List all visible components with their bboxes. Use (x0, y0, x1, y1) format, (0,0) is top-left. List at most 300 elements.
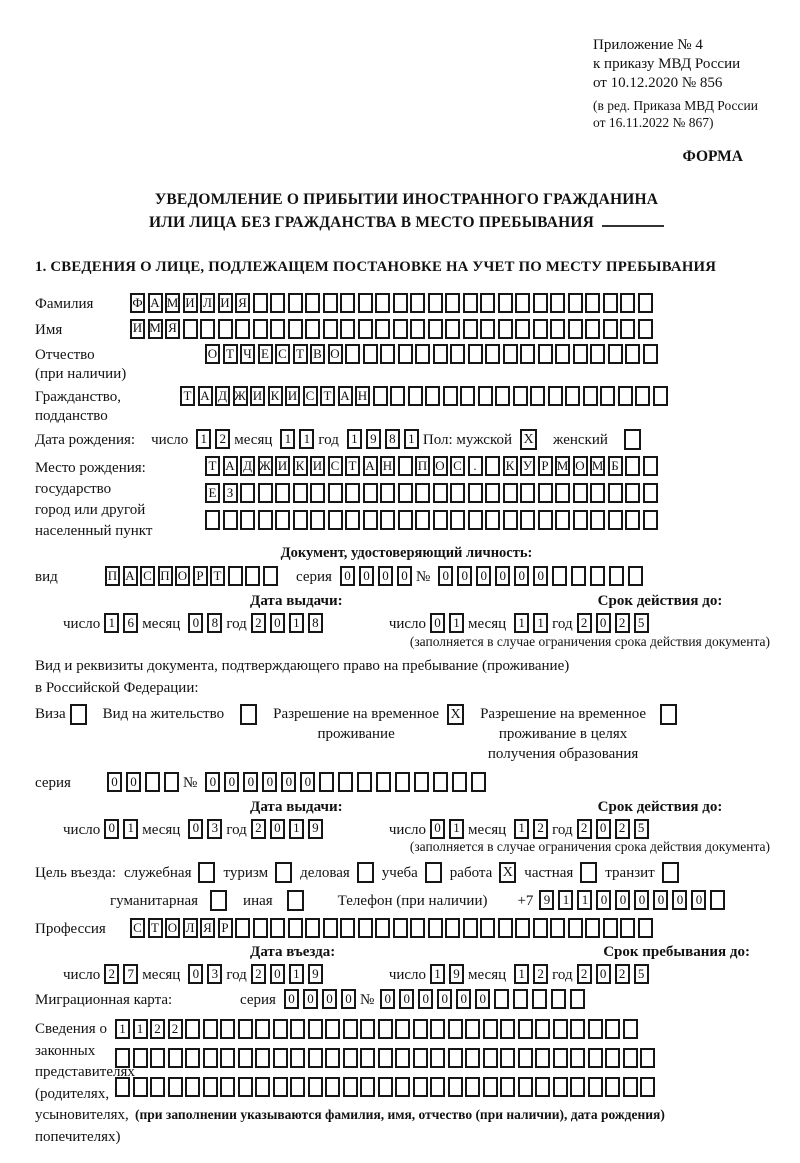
char-cell[interactable]: Т (320, 386, 335, 406)
char-cell[interactable]: 0 (653, 890, 668, 910)
char-cell[interactable]: 1 (299, 429, 314, 449)
char-cell[interactable] (485, 483, 500, 503)
char-cell[interactable]: 1 (104, 613, 119, 633)
char-cell[interactable] (358, 293, 373, 313)
char-cell[interactable]: 0 (107, 772, 122, 792)
char-cell[interactable]: Н (355, 386, 370, 406)
char-cell[interactable]: 0 (615, 890, 630, 910)
char-cell[interactable] (443, 386, 458, 406)
char-cell[interactable] (483, 1048, 498, 1068)
char-cell[interactable] (218, 319, 233, 339)
char-cell[interactable] (343, 1048, 358, 1068)
birthplace-input-row3[interactable] (205, 510, 660, 530)
char-cell[interactable] (378, 1019, 393, 1039)
char-cell[interactable] (553, 1048, 568, 1068)
char-cell[interactable]: 2 (168, 1019, 183, 1039)
char-cell[interactable]: 0 (188, 819, 203, 839)
char-cell[interactable] (643, 483, 658, 503)
temp-permit-edu-checkbox[interactable] (660, 704, 677, 725)
char-cell[interactable]: Ф (130, 293, 145, 313)
char-cell[interactable]: И (218, 293, 233, 313)
char-cell[interactable] (445, 293, 460, 313)
char-cell[interactable] (360, 1048, 375, 1068)
char-cell[interactable] (643, 344, 658, 364)
char-cell[interactable] (605, 1048, 620, 1068)
char-cell[interactable] (305, 319, 320, 339)
char-cell[interactable] (513, 386, 528, 406)
char-cell[interactable] (240, 483, 255, 503)
char-cell[interactable]: 0 (341, 989, 356, 1009)
migcard-number-input[interactable] (380, 989, 589, 1009)
char-cell[interactable] (308, 1019, 323, 1039)
char-cell[interactable] (273, 1019, 288, 1039)
char-cell[interactable]: 0 (303, 989, 318, 1009)
char-cell[interactable] (358, 918, 373, 938)
char-cell[interactable] (710, 890, 725, 910)
char-cell[interactable] (238, 1048, 253, 1068)
char-cell[interactable]: Д (240, 456, 255, 476)
char-cell[interactable]: 2 (533, 964, 548, 984)
char-cell[interactable]: 9 (366, 429, 381, 449)
char-cell[interactable]: 9 (308, 819, 323, 839)
char-cell[interactable] (360, 1019, 375, 1039)
char-cell[interactable] (638, 918, 653, 938)
char-cell[interactable] (310, 510, 325, 530)
char-cell[interactable]: Д (215, 386, 230, 406)
char-cell[interactable]: К (293, 456, 308, 476)
char-cell[interactable] (608, 510, 623, 530)
char-cell[interactable] (338, 772, 353, 792)
char-cell[interactable] (625, 456, 640, 476)
purpose-other-checkbox[interactable] (287, 890, 304, 911)
char-cell[interactable] (515, 918, 530, 938)
char-cell[interactable]: 1 (289, 964, 304, 984)
char-cell[interactable] (538, 344, 553, 364)
char-cell[interactable]: Р (538, 456, 553, 476)
char-cell[interactable]: 1 (289, 819, 304, 839)
char-cell[interactable] (638, 293, 653, 313)
char-cell[interactable] (620, 319, 635, 339)
char-cell[interactable] (623, 1019, 638, 1039)
char-cell[interactable] (518, 1019, 533, 1039)
char-cell[interactable] (448, 1077, 463, 1097)
char-cell[interactable] (638, 319, 653, 339)
char-cell[interactable] (323, 319, 338, 339)
char-cell[interactable] (445, 918, 460, 938)
char-cell[interactable] (515, 293, 530, 313)
char-cell[interactable] (500, 1048, 515, 1068)
char-cell[interactable]: М (148, 319, 163, 339)
char-cell[interactable] (465, 1048, 480, 1068)
char-cell[interactable]: Т (180, 386, 195, 406)
char-cell[interactable] (290, 1077, 305, 1097)
char-cell[interactable] (430, 1019, 445, 1039)
char-cell[interactable] (238, 1077, 253, 1097)
char-cell[interactable] (498, 293, 513, 313)
char-cell[interactable]: И (250, 386, 265, 406)
char-cell[interactable]: 0 (476, 566, 491, 586)
char-cell[interactable] (255, 1019, 270, 1039)
doc-valid-year[interactable] (577, 613, 653, 633)
char-cell[interactable] (450, 344, 465, 364)
char-cell[interactable] (583, 386, 598, 406)
char-cell[interactable]: П (105, 566, 120, 586)
char-cell[interactable] (480, 293, 495, 313)
doc-issue-month[interactable] (188, 613, 226, 633)
char-cell[interactable] (535, 1048, 550, 1068)
char-cell[interactable] (570, 1077, 585, 1097)
char-cell[interactable] (258, 510, 273, 530)
char-cell[interactable] (308, 1077, 323, 1097)
char-cell[interactable]: А (338, 386, 353, 406)
char-cell[interactable] (358, 319, 373, 339)
char-cell[interactable]: Я (200, 918, 215, 938)
char-cell[interactable]: Т (205, 456, 220, 476)
char-cell[interactable] (288, 319, 303, 339)
char-cell[interactable] (290, 1019, 305, 1039)
char-cell[interactable]: 0 (418, 989, 433, 1009)
char-cell[interactable] (603, 319, 618, 339)
char-cell[interactable] (483, 1019, 498, 1039)
char-cell[interactable] (340, 293, 355, 313)
char-cell[interactable]: Р (193, 566, 208, 586)
char-cell[interactable]: 0 (284, 989, 299, 1009)
char-cell[interactable] (328, 483, 343, 503)
char-cell[interactable]: 0 (104, 819, 119, 839)
char-cell[interactable] (471, 772, 486, 792)
char-cell[interactable] (485, 510, 500, 530)
char-cell[interactable] (538, 510, 553, 530)
char-cell[interactable] (345, 510, 360, 530)
char-cell[interactable] (133, 1048, 148, 1068)
char-cell[interactable] (430, 1077, 445, 1097)
char-cell[interactable] (568, 293, 583, 313)
char-cell[interactable] (513, 989, 528, 1009)
char-cell[interactable]: 0 (495, 566, 510, 586)
patronymic-input[interactable] (205, 344, 660, 364)
char-cell[interactable]: П (158, 566, 173, 586)
doc-valid-day[interactable] (430, 613, 468, 633)
char-cell[interactable] (533, 319, 548, 339)
char-cell[interactable] (460, 386, 475, 406)
char-cell[interactable] (240, 510, 255, 530)
char-cell[interactable] (185, 1077, 200, 1097)
purpose-transit-checkbox[interactable] (662, 862, 679, 883)
char-cell[interactable]: Л (183, 918, 198, 938)
char-cell[interactable] (410, 293, 425, 313)
char-cell[interactable]: 0 (691, 890, 706, 910)
visa-checkbox[interactable] (70, 704, 87, 725)
char-cell[interactable] (376, 772, 391, 792)
char-cell[interactable] (495, 386, 510, 406)
char-cell[interactable]: 0 (270, 819, 285, 839)
char-cell[interactable] (328, 510, 343, 530)
representatives-input-row3[interactable] (115, 1077, 665, 1097)
char-cell[interactable] (373, 386, 388, 406)
char-cell[interactable] (253, 293, 268, 313)
char-cell[interactable]: О (175, 566, 190, 586)
char-cell[interactable] (220, 1048, 235, 1068)
char-cell[interactable]: 2 (615, 613, 630, 633)
char-cell[interactable] (115, 1048, 130, 1068)
char-cell[interactable] (164, 772, 179, 792)
char-cell[interactable] (643, 456, 658, 476)
char-cell[interactable]: А (198, 386, 213, 406)
char-cell[interactable]: 1 (123, 819, 138, 839)
char-cell[interactable]: 3 (207, 964, 222, 984)
purpose-tourism-checkbox[interactable] (275, 862, 292, 883)
char-cell[interactable]: 8 (308, 613, 323, 633)
char-cell[interactable] (494, 989, 509, 1009)
char-cell[interactable]: 1 (514, 613, 529, 633)
char-cell[interactable] (625, 510, 640, 530)
char-cell[interactable] (168, 1048, 183, 1068)
char-cell[interactable]: 1 (289, 613, 304, 633)
char-cell[interactable] (425, 386, 440, 406)
char-cell[interactable]: Л (200, 293, 215, 313)
char-cell[interactable] (185, 1048, 200, 1068)
char-cell[interactable] (538, 483, 553, 503)
char-cell[interactable]: 2 (533, 819, 548, 839)
char-cell[interactable]: 0 (672, 890, 687, 910)
char-cell[interactable] (380, 483, 395, 503)
char-cell[interactable]: 0 (596, 890, 611, 910)
char-cell[interactable] (410, 918, 425, 938)
char-cell[interactable] (573, 483, 588, 503)
char-cell[interactable] (463, 918, 478, 938)
char-cell[interactable]: 5 (634, 613, 649, 633)
char-cell[interactable] (623, 1077, 638, 1097)
char-cell[interactable] (258, 483, 273, 503)
char-cell[interactable] (220, 1077, 235, 1097)
char-cell[interactable]: 0 (634, 890, 649, 910)
char-cell[interactable] (550, 319, 565, 339)
char-cell[interactable]: И (285, 386, 300, 406)
char-cell[interactable] (413, 1048, 428, 1068)
char-cell[interactable] (203, 1019, 218, 1039)
char-cell[interactable]: 0 (438, 566, 453, 586)
char-cell[interactable] (553, 1019, 568, 1039)
char-cell[interactable] (433, 772, 448, 792)
char-cell[interactable] (518, 1048, 533, 1068)
char-cell[interactable] (570, 1048, 585, 1068)
char-cell[interactable] (605, 1077, 620, 1097)
char-cell[interactable]: Т (148, 918, 163, 938)
char-cell[interactable] (480, 918, 495, 938)
entry-day[interactable] (104, 964, 142, 984)
char-cell[interactable] (555, 510, 570, 530)
char-cell[interactable] (625, 483, 640, 503)
stay-year[interactable] (577, 964, 653, 984)
char-cell[interactable] (548, 386, 563, 406)
char-cell[interactable]: 0 (188, 613, 203, 633)
char-cell[interactable]: 0 (399, 989, 414, 1009)
residence-permit-checkbox[interactable] (240, 704, 257, 725)
char-cell[interactable]: С (140, 566, 155, 586)
char-cell[interactable] (585, 918, 600, 938)
char-cell[interactable] (553, 1077, 568, 1097)
char-cell[interactable] (270, 319, 285, 339)
char-cell[interactable] (550, 918, 565, 938)
char-cell[interactable] (468, 344, 483, 364)
char-cell[interactable] (620, 293, 635, 313)
char-cell[interactable]: 0 (475, 989, 490, 1009)
char-cell[interactable] (465, 1019, 480, 1039)
char-cell[interactable] (345, 483, 360, 503)
char-cell[interactable] (568, 319, 583, 339)
char-cell[interactable]: 0 (281, 772, 296, 792)
char-cell[interactable]: 2 (577, 819, 592, 839)
char-cell[interactable] (325, 1077, 340, 1097)
char-cell[interactable] (625, 344, 640, 364)
char-cell[interactable] (555, 344, 570, 364)
char-cell[interactable] (319, 772, 334, 792)
birthplace-input-row2[interactable] (205, 483, 660, 503)
char-cell[interactable]: 0 (270, 964, 285, 984)
entry-month[interactable] (188, 964, 226, 984)
char-cell[interactable] (410, 319, 425, 339)
char-cell[interactable] (363, 344, 378, 364)
char-cell[interactable]: 0 (430, 819, 445, 839)
doc-type-input[interactable] (105, 566, 280, 586)
char-cell[interactable] (415, 344, 430, 364)
char-cell[interactable] (308, 1048, 323, 1068)
char-cell[interactable]: 0 (457, 566, 472, 586)
char-cell[interactable]: О (433, 456, 448, 476)
char-cell[interactable] (550, 293, 565, 313)
char-cell[interactable]: 0 (596, 819, 611, 839)
char-cell[interactable] (515, 319, 530, 339)
char-cell[interactable]: 1 (514, 964, 529, 984)
char-cell[interactable]: 0 (514, 566, 529, 586)
sex-female-checkbox[interactable] (624, 429, 641, 450)
char-cell[interactable] (380, 510, 395, 530)
char-cell[interactable] (323, 918, 338, 938)
surname-input[interactable] (130, 293, 655, 313)
char-cell[interactable]: С (328, 456, 343, 476)
char-cell[interactable]: 0 (340, 566, 355, 586)
char-cell[interactable] (145, 772, 160, 792)
char-cell[interactable]: Т (210, 566, 225, 586)
char-cell[interactable]: 2 (150, 1019, 165, 1039)
char-cell[interactable] (653, 386, 668, 406)
char-cell[interactable]: 1 (430, 964, 445, 984)
char-cell[interactable]: Б (608, 456, 623, 476)
char-cell[interactable]: 2 (615, 819, 630, 839)
char-cell[interactable]: Ж (258, 456, 273, 476)
char-cell[interactable] (530, 386, 545, 406)
char-cell[interactable] (571, 566, 586, 586)
char-cell[interactable] (570, 989, 585, 1009)
char-cell[interactable]: И (183, 293, 198, 313)
char-cell[interactable] (588, 1048, 603, 1068)
char-cell[interactable] (375, 319, 390, 339)
char-cell[interactable]: И (130, 319, 145, 339)
char-cell[interactable]: Я (235, 293, 250, 313)
char-cell[interactable] (273, 1048, 288, 1068)
char-cell[interactable] (200, 319, 215, 339)
char-cell[interactable]: 1 (577, 890, 592, 910)
char-cell[interactable]: 0 (378, 566, 393, 586)
char-cell[interactable] (290, 1048, 305, 1068)
char-cell[interactable] (588, 1019, 603, 1039)
char-cell[interactable] (275, 510, 290, 530)
char-cell[interactable] (520, 483, 535, 503)
char-cell[interactable]: П (415, 456, 430, 476)
char-cell[interactable]: . (468, 456, 483, 476)
char-cell[interactable] (500, 1077, 515, 1097)
name-input[interactable] (130, 319, 655, 339)
char-cell[interactable] (378, 1077, 393, 1097)
char-cell[interactable]: 2 (251, 819, 266, 839)
char-cell[interactable]: 0 (437, 989, 452, 1009)
char-cell[interactable] (398, 456, 413, 476)
char-cell[interactable]: 1 (347, 429, 362, 449)
char-cell[interactable]: 0 (397, 566, 412, 586)
char-cell[interactable]: Ж (233, 386, 248, 406)
char-cell[interactable]: Т (293, 344, 308, 364)
char-cell[interactable] (520, 510, 535, 530)
char-cell[interactable]: 1 (449, 613, 464, 633)
char-cell[interactable]: Р (218, 918, 233, 938)
char-cell[interactable]: М (590, 456, 605, 476)
char-cell[interactable]: И (310, 456, 325, 476)
sex-male-checkbox[interactable]: X (520, 429, 537, 450)
char-cell[interactable] (445, 319, 460, 339)
permit-valid-day[interactable] (430, 819, 468, 839)
char-cell[interactable]: С (450, 456, 465, 476)
char-cell[interactable]: И (275, 456, 290, 476)
char-cell[interactable] (363, 510, 378, 530)
doc-issue-year[interactable] (251, 613, 327, 633)
char-cell[interactable] (253, 319, 268, 339)
char-cell[interactable] (270, 918, 285, 938)
char-cell[interactable] (452, 772, 467, 792)
birthplace-input-row1[interactable] (205, 456, 660, 476)
char-cell[interactable]: 1 (533, 613, 548, 633)
permit-number-input[interactable] (205, 772, 490, 792)
char-cell[interactable]: 1 (196, 429, 211, 449)
char-cell[interactable]: 8 (385, 429, 400, 449)
char-cell[interactable]: 0 (188, 964, 203, 984)
char-cell[interactable] (608, 344, 623, 364)
char-cell[interactable] (635, 386, 650, 406)
representatives-input-row2[interactable] (115, 1048, 665, 1068)
char-cell[interactable] (603, 293, 618, 313)
char-cell[interactable] (433, 483, 448, 503)
doc-valid-month[interactable] (514, 613, 552, 633)
char-cell[interactable]: 7 (123, 964, 138, 984)
char-cell[interactable] (618, 386, 633, 406)
char-cell[interactable]: 0 (243, 772, 258, 792)
char-cell[interactable]: О (328, 344, 343, 364)
char-cell[interactable] (433, 510, 448, 530)
char-cell[interactable] (275, 483, 290, 503)
char-cell[interactable] (305, 293, 320, 313)
char-cell[interactable] (430, 1048, 445, 1068)
char-cell[interactable]: 9 (308, 964, 323, 984)
char-cell[interactable] (535, 1019, 550, 1039)
char-cell[interactable] (520, 344, 535, 364)
birth-day-input[interactable] (196, 429, 234, 449)
char-cell[interactable] (503, 344, 518, 364)
char-cell[interactable] (390, 386, 405, 406)
char-cell[interactable] (345, 344, 360, 364)
birth-month-input[interactable] (280, 429, 318, 449)
char-cell[interactable] (465, 1077, 480, 1097)
char-cell[interactable] (468, 510, 483, 530)
char-cell[interactable]: 1 (558, 890, 573, 910)
